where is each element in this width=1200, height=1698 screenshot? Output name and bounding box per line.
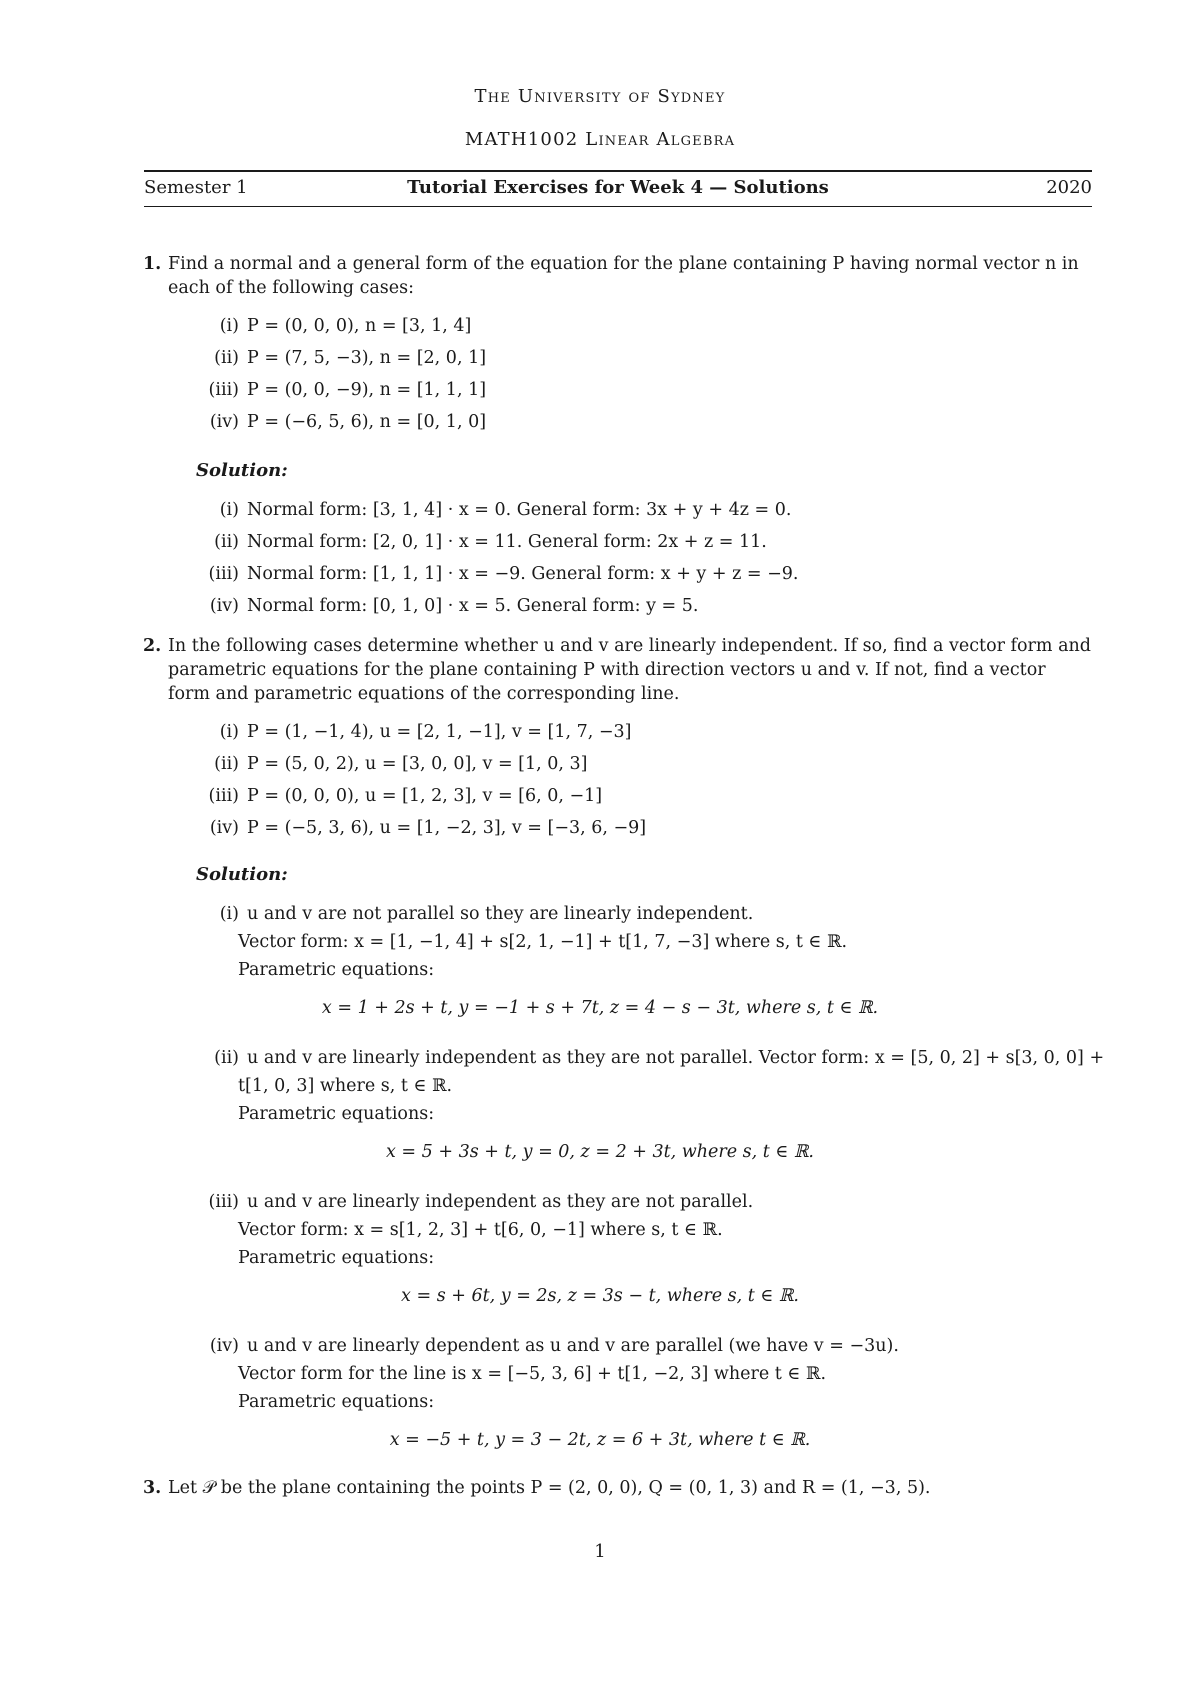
university-name: The University of Sydney: [474, 86, 726, 107]
case-text: P = (5, 0, 2), u = [3, 0, 0], v = [1, 0, 3]: [247, 754, 588, 774]
solution-line: Parametric equations:: [238, 1392, 435, 1412]
course-title: MATH1002 Linear Algebra: [464, 129, 736, 150]
display-equation: x = s + 6t, y = 2s, z = 3s − t, where s, t ∈ ℝ.: [401, 1286, 799, 1306]
solution-text: u and v are not parallel so they are linearly independent.: [247, 904, 754, 924]
solution-text: Normal form: [1, 1, 1] · x = −9. General form: x + y + z = −9.: [247, 564, 799, 584]
solution-line: Vector form for the line is x = [−5, 3, 6] + t[1, −2, 3] where t ∈ ℝ.: [238, 1364, 827, 1384]
case-label: (iv): [209, 412, 239, 432]
question-text: In the following cases determine whether u and v are linearly independent. If so, find a vector form and parametric equations for the plane containing P with direction vectors u and v. If not, find a vector form and parametric equations of the corresponding line.: [168, 636, 1091, 704]
solution-text: Normal form: [2, 0, 1] · x = 11. General form: 2x + z = 11.: [247, 532, 767, 552]
case-text: P = (7, 5, −3), n = [2, 0, 1]: [247, 348, 487, 368]
case-label: (iii): [208, 564, 239, 584]
solution-line: Vector form: x = [1, −1, 4] + s[2, 1, −1] + t[1, 7, −3] where s, t ∈ ℝ.: [238, 932, 848, 952]
case-label: (i): [219, 722, 239, 742]
case-label: (ii): [214, 348, 239, 368]
q1-solution: [196, 560, 1092, 588]
header-bar: [144, 177, 1092, 201]
case-label: (i): [219, 500, 239, 520]
solution-heading: Solution:: [196, 864, 288, 885]
case-text: P = (−5, 3, 6), u = [1, −2, 3], v = [−3, 6, −9]: [247, 818, 647, 838]
q2-case: [196, 718, 1092, 746]
year-label: 2020: [1046, 177, 1092, 198]
solution-line: Parametric equations:: [238, 1248, 435, 1268]
case-label: (iv): [209, 818, 239, 838]
solution-text: Normal form: [0, 1, 0] · x = 5. General form: y = 5.: [247, 596, 699, 616]
case-text: P = (0, 0, −9), n = [1, 1, 1]: [247, 380, 487, 400]
q2-case: [196, 782, 1092, 810]
header-rule-top: [144, 170, 1092, 172]
case-label: (ii): [214, 754, 239, 774]
q1-case: [196, 376, 1092, 404]
question-2: [143, 634, 1092, 706]
question-text: Find a normal and a general form of the equation for the plane containing P having normal vector n in each of the following cases:: [168, 254, 1079, 298]
q1-case: [196, 408, 1092, 436]
case-label: (ii): [214, 532, 239, 552]
question-number: 1.: [143, 254, 162, 274]
solution-line: Parametric equations:: [238, 960, 435, 980]
display-equation: x = −5 + t, y = 3 − 2t, z = 6 + 3t, where t ∈ ℝ.: [389, 1430, 811, 1450]
q2-solution-ii: [196, 1044, 1105, 1072]
q2-solution-iv: [196, 1332, 1092, 1360]
solution-line: t[1, 0, 3] where s, t ∈ ℝ.: [238, 1076, 453, 1096]
solution-heading: Solution:: [196, 460, 288, 481]
case-label: (i): [219, 904, 239, 924]
case-label: (ii): [214, 1048, 239, 1068]
solution-line: Vector form: x = s[1, 2, 3] + t[6, 0, −1] where s, t ∈ ℝ.: [238, 1220, 723, 1240]
q1-case: [196, 344, 1092, 372]
q1-case: [196, 312, 1092, 340]
case-label: (iv): [209, 1336, 239, 1356]
q2-case: [196, 814, 1092, 842]
display-equation: x = 1 + 2s + t, y = −1 + s + 7t, z = 4 − s − 3t, where s, t ∈ ℝ.: [321, 998, 879, 1018]
q2-solution-iii: [196, 1188, 1092, 1216]
page-number: 1: [594, 1541, 606, 1562]
solution-text: u and v are linearly dependent as u and v are parallel (we have v = −3u).: [247, 1336, 899, 1356]
case-text: P = (−6, 5, 6), n = [0, 1, 0]: [247, 412, 487, 432]
case-label: (iii): [208, 786, 239, 806]
page-title: Tutorial Exercises for Week 4 — Solutions: [407, 177, 829, 198]
case-label: (iv): [209, 596, 239, 616]
case-label: (iii): [208, 1192, 239, 1212]
question-text: Let 𝒫 be the plane containing the points P = (2, 0, 0), Q = (0, 1, 3) and R = (1, −3, 5).: [168, 1478, 931, 1498]
solution-text: u and v are linearly independent as they are not parallel. Vector form: x = [5, 0, 2] + s[3, 0, 0] +: [247, 1048, 1105, 1068]
question-number: 3.: [143, 1478, 162, 1498]
q1-solution: [196, 592, 1092, 620]
q1-solution: [196, 496, 1092, 524]
case-label: (iii): [208, 380, 239, 400]
case-text: P = (0, 0, 0), u = [1, 2, 3], v = [6, 0, −1]: [247, 786, 603, 806]
q2-solution-i: [196, 900, 1092, 928]
solution-text: Normal form: [3, 1, 4] · x = 0. General form: 3x + y + 4z = 0.: [247, 500, 792, 520]
question-3: [143, 1476, 1092, 1500]
solution-line: Parametric equations:: [238, 1104, 435, 1124]
semester-label: Semester 1: [144, 177, 248, 198]
case-text: P = (1, −1, 4), u = [2, 1, −1], v = [1, 7, −3]: [247, 722, 632, 742]
case-label: (i): [219, 316, 239, 336]
display-equation: x = 5 + 3s + t, y = 0, z = 2 + 3t, where s, t ∈ ℝ.: [385, 1142, 814, 1162]
solution-text: u and v are linearly independent as they are not parallel.: [247, 1192, 754, 1212]
q1-solution: [196, 528, 1092, 556]
header-rule-bottom: [144, 206, 1092, 207]
q2-case: [196, 750, 1092, 778]
question-number: 2.: [143, 636, 162, 656]
case-text: P = (0, 0, 0), n = [3, 1, 4]: [247, 316, 472, 336]
question-1: [143, 252, 1092, 300]
